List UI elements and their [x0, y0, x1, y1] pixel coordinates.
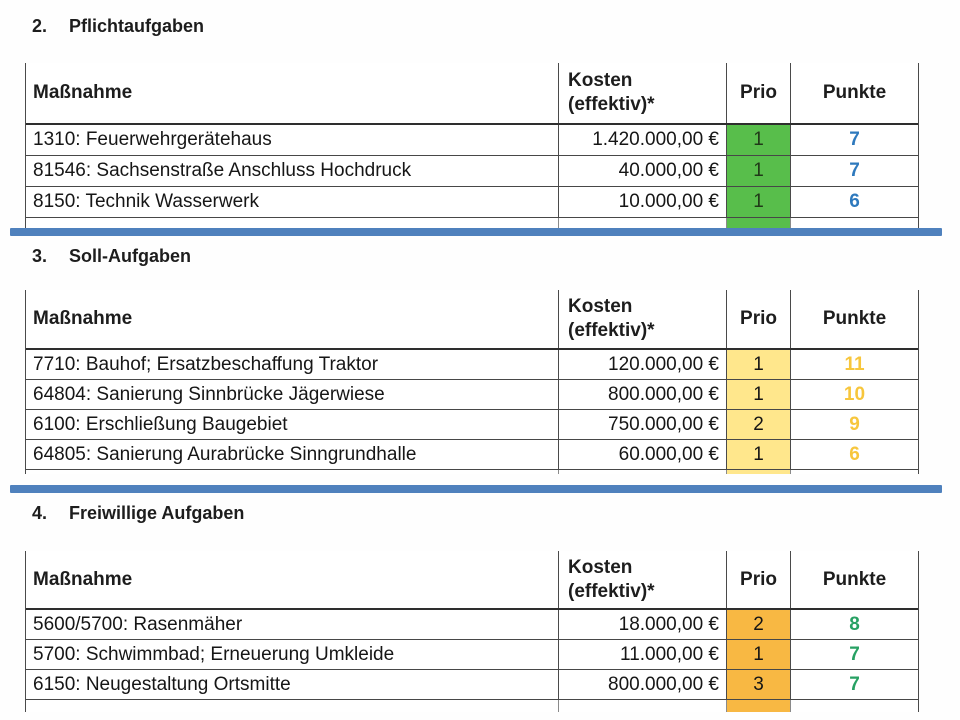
table-row: [26, 440, 918, 470]
massnahme-cell: 64804: Sanierung Sinnbrücke Jägerwiese: [33, 383, 385, 405]
column-header-punkte: Punkte: [790, 551, 918, 608]
table-row: [26, 610, 918, 640]
column-header-massnahme: Maßnahme: [33, 308, 133, 329]
prio-cell: 2: [726, 610, 790, 639]
massnahme-cell: 64805: Sanierung Aurabrücke Sinngrundhalle: [33, 443, 417, 465]
cut-off-cell: [26, 470, 558, 474]
table-row: [26, 187, 918, 218]
cut-off-cell: [558, 218, 726, 228]
prio-cell: 1: [726, 440, 790, 469]
section-title-text: Soll-Aufgaben: [69, 246, 192, 266]
section-number: 3.: [32, 246, 48, 266]
kosten-header-line1: Kosten: [568, 296, 633, 318]
section-title-text: Freiwillige Aufgaben: [69, 503, 245, 523]
cut-off-prio-cell: [726, 470, 790, 474]
punkte-cell: 7: [790, 156, 918, 186]
prio-cell: 1: [726, 125, 790, 155]
massnahme-cell: 6100: Erschließung Baugebiet: [33, 413, 288, 435]
cut-off-prio-cell: [726, 218, 790, 228]
cut-off-cell: [790, 218, 918, 228]
massnahme-cell: 7710: Bauhof; Ersatzbeschaffung Traktor: [33, 353, 379, 375]
table-row: [26, 670, 918, 700]
table-header-row: [26, 551, 918, 610]
kosten-cell: 40.000,00 €: [558, 156, 726, 186]
prio-cell: 2: [726, 410, 790, 439]
column-header-prio: Prio: [726, 63, 790, 123]
table-row: [26, 156, 918, 187]
prio-cell: 1: [726, 380, 790, 409]
kosten-cell: 800.000,00 €: [558, 670, 726, 699]
prio-cell: 1: [726, 156, 790, 186]
punkte-cell: 8: [790, 610, 918, 639]
table-row: [26, 410, 918, 440]
punkte-cell: 11: [790, 350, 918, 379]
kosten-cell: 18.000,00 €: [558, 610, 726, 639]
punkte-cell: 9: [790, 410, 918, 439]
cut-off-prio-cell: [726, 700, 790, 712]
column-header-prio: Prio: [726, 290, 790, 348]
cut-off-cell: [558, 470, 726, 474]
table-row: [26, 380, 918, 410]
kosten-cell: 11.000,00 €: [558, 640, 726, 669]
column-header-massnahme: Maßnahme: [33, 82, 133, 103]
cut-off-cell: [790, 470, 918, 474]
soll-aufgaben-table: [25, 290, 919, 474]
cut-off-cell: [26, 700, 558, 712]
section-title-soll-aufgaben: [32, 246, 191, 267]
table-header-row: [26, 63, 918, 125]
kosten-cell: 750.000,00 €: [558, 410, 726, 439]
column-header-kosten: [558, 63, 726, 123]
cut-off-cell: [790, 700, 918, 712]
kosten-cell: 120.000,00 €: [558, 350, 726, 379]
kosten-header-line2: (effektiv)*: [568, 320, 655, 341]
freiwillige-aufgaben-table: [25, 551, 919, 712]
punkte-cell: 10: [790, 380, 918, 409]
punkte-cell: 7: [790, 125, 918, 155]
table-header-row: [26, 290, 918, 350]
kosten-cell: 10.000,00 €: [558, 187, 726, 217]
table-row: [26, 125, 918, 156]
kosten-header-line1: Kosten: [568, 70, 633, 92]
section-separator-bar: [10, 228, 942, 236]
pflichtaufgaben-table: [25, 63, 919, 228]
massnahme-cell: 5600/5700: Rasenmäher: [33, 613, 243, 635]
punkte-cell: 7: [790, 670, 918, 699]
cut-off-cell: [558, 700, 726, 712]
punkte-cell: 6: [790, 187, 918, 217]
prio-cell: 1: [726, 350, 790, 379]
kosten-header-line1: Kosten: [568, 556, 633, 578]
kosten-cell: 800.000,00 €: [558, 380, 726, 409]
section-title-text: Pflichtaufgaben: [69, 16, 205, 36]
column-header-punkte: Punkte: [790, 290, 918, 348]
cut-off-row: [26, 470, 918, 474]
prio-cell: 1: [726, 187, 790, 217]
massnahme-cell: 1310: Feuerwehrgerätehaus: [33, 129, 272, 150]
table-row: [26, 350, 918, 380]
table-row: [26, 640, 918, 670]
prio-cell: 1: [726, 640, 790, 669]
column-header-kosten: [558, 290, 726, 348]
section-number: 2.: [32, 16, 48, 36]
column-header-punkte: Punkte: [790, 63, 918, 123]
punkte-cell: 6: [790, 440, 918, 469]
cut-off-cell: [26, 218, 558, 228]
section-title-freiwillige-aufgaben: [32, 503, 244, 524]
cut-off-row: [26, 700, 918, 712]
section-title-pflichtaufgaben: [32, 16, 204, 37]
section-separator-bar: [10, 485, 942, 493]
section-number: 4.: [32, 503, 48, 523]
column-header-kosten: [558, 551, 726, 608]
column-header-massnahme: Maßnahme: [33, 568, 133, 590]
kosten-cell: 1.420.000,00 €: [558, 125, 726, 155]
column-header-prio: Prio: [726, 551, 790, 608]
cut-off-row: [26, 218, 918, 228]
prio-cell: 3: [726, 670, 790, 699]
massnahme-cell: 6150: Neugestaltung Ortsmitte: [33, 673, 291, 695]
kosten-cell: 60.000,00 €: [558, 440, 726, 469]
kosten-header-line2: (effektiv)*: [568, 580, 655, 602]
massnahme-cell: 81546: Sachsenstraße Anschluss Hochdruck: [33, 160, 412, 181]
kosten-header-line2: (effektiv)*: [568, 94, 655, 115]
massnahme-cell: 8150: Technik Wasserwerk: [33, 191, 259, 212]
punkte-cell: 7: [790, 640, 918, 669]
massnahme-cell: 5700: Schwimmbad; Erneuerung Umkleide: [33, 643, 395, 665]
